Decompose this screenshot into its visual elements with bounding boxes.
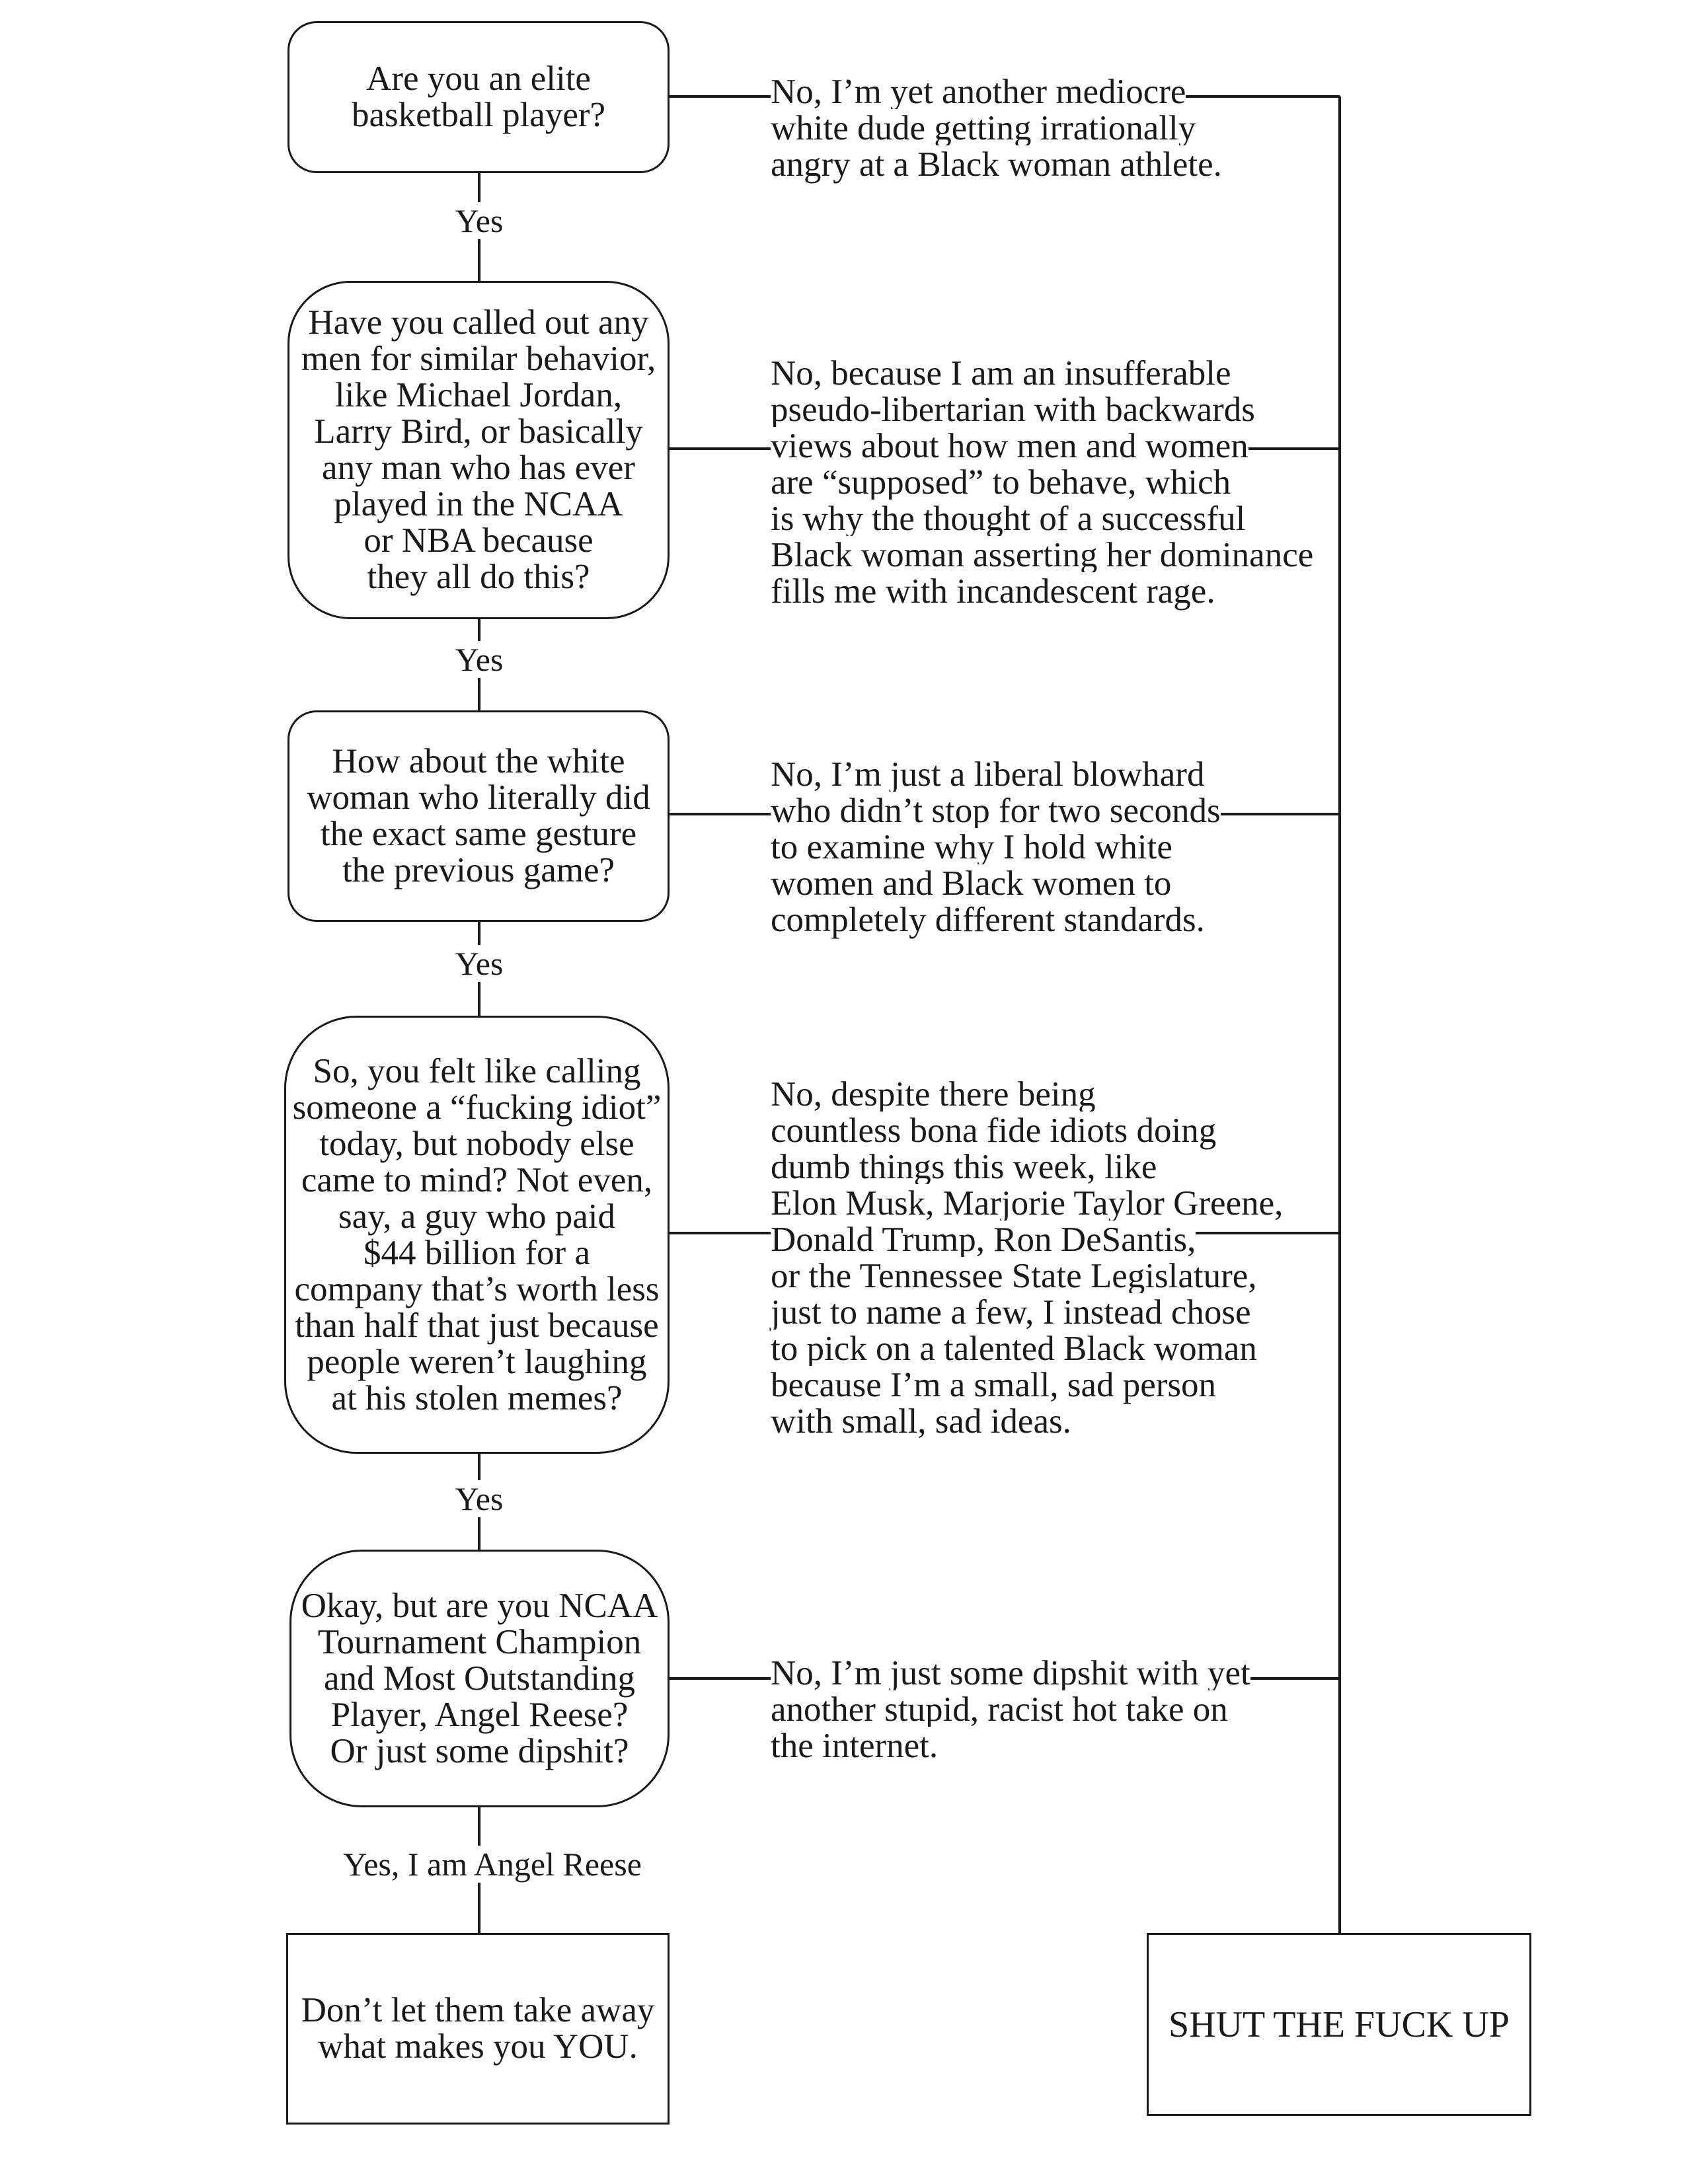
terminal-text-you: Don’t let them take away what makes you YOU.: [301, 1991, 655, 2066]
question-text-called-out-men: Have you called out any men for similar behavior, like Michael Jordan, Larry Bird, or basically any man who has ever played in the NCAA or NBA because they all do this?: [301, 303, 656, 596]
no-answer-pseudo-libertarian: [771, 319, 1313, 610]
question-text-elite-player: Are you an elite basketball player?: [351, 59, 606, 134]
no-answer-text-5: No, I’m just some dipshit with yet another stupid, racist hot take on the internet.: [771, 1654, 1250, 1765]
no-answer-bona-fide-idiots: [771, 1040, 1283, 1440]
no-answer-text-4: No, despite there being countless bona fide idiots doing dumb things this week, like Elon Musk, Marjorie Taylor Greene, Donald Trump, Ron DeSantis, or the Tennessee State Legislature, just to name a few, I instead chose to pick on a talented Black woman because I’m a small, sad person with small, sad ideas.: [771, 1075, 1284, 1441]
no-answer-liberal-blowhard: [771, 720, 1221, 938]
yes-label-2: Yes: [449, 641, 509, 678]
no-answer-dipshit-hot-take: [771, 1619, 1250, 1764]
yes-label-3: Yes: [449, 945, 509, 982]
terminal-box-shut-up: [1147, 1933, 1531, 2116]
terminal-text-shut-up: SHUT THE FUCK UP: [1168, 2004, 1510, 2045]
yes-label-4: Yes: [449, 1480, 509, 1517]
yes-label-1: Yes: [449, 202, 509, 239]
no-answer-text-1: No, I’m yet another mediocre white dude getting irrationally angry at a Black woman athlete.: [771, 73, 1222, 184]
yes-label-final: Yes, I am Angel Reese: [337, 1846, 648, 1883]
question-text-fucking-idiot: So, you felt like calling someone a “fucking idiot” today, but nobody else came to mind? Not even, say, a guy who paid $44 billion for a company that’s worth less than half that just because people weren’t laughing at his stolen memes?: [292, 1051, 662, 1417]
no-answer-text-3: No, I’m just a liberal blowhard who didn’t stop for two seconds to examine why I hold white women and Black women to completely different standards.: [771, 755, 1221, 939]
question-box-white-woman: [288, 710, 670, 922]
question-box-angel-reese: [289, 1550, 670, 1807]
question-text-angel-reese: Okay, but are you NCAA Tournament Champion and Most Outstanding Player, Angel Reese? Or just some dipshit?: [301, 1586, 658, 1770]
question-box-fucking-idiot: [284, 1016, 670, 1454]
question-box-elite-player: [288, 21, 670, 173]
question-text-white-woman: How about the white woman who literally did the exact same gesture the previous game?: [307, 742, 650, 889]
no-answer-mediocre-white-dude: [771, 38, 1222, 183]
terminal-box-you: [286, 1933, 670, 2125]
no-answer-text-2: No, because I am an insufferable pseudo-libertarian with backwards views about how men and women are “supposed” to behave, which is why the thought of a successful Black woman asserting her dominance fills me with incandescent rage.: [771, 354, 1314, 611]
question-box-called-out-men: [288, 281, 670, 619]
